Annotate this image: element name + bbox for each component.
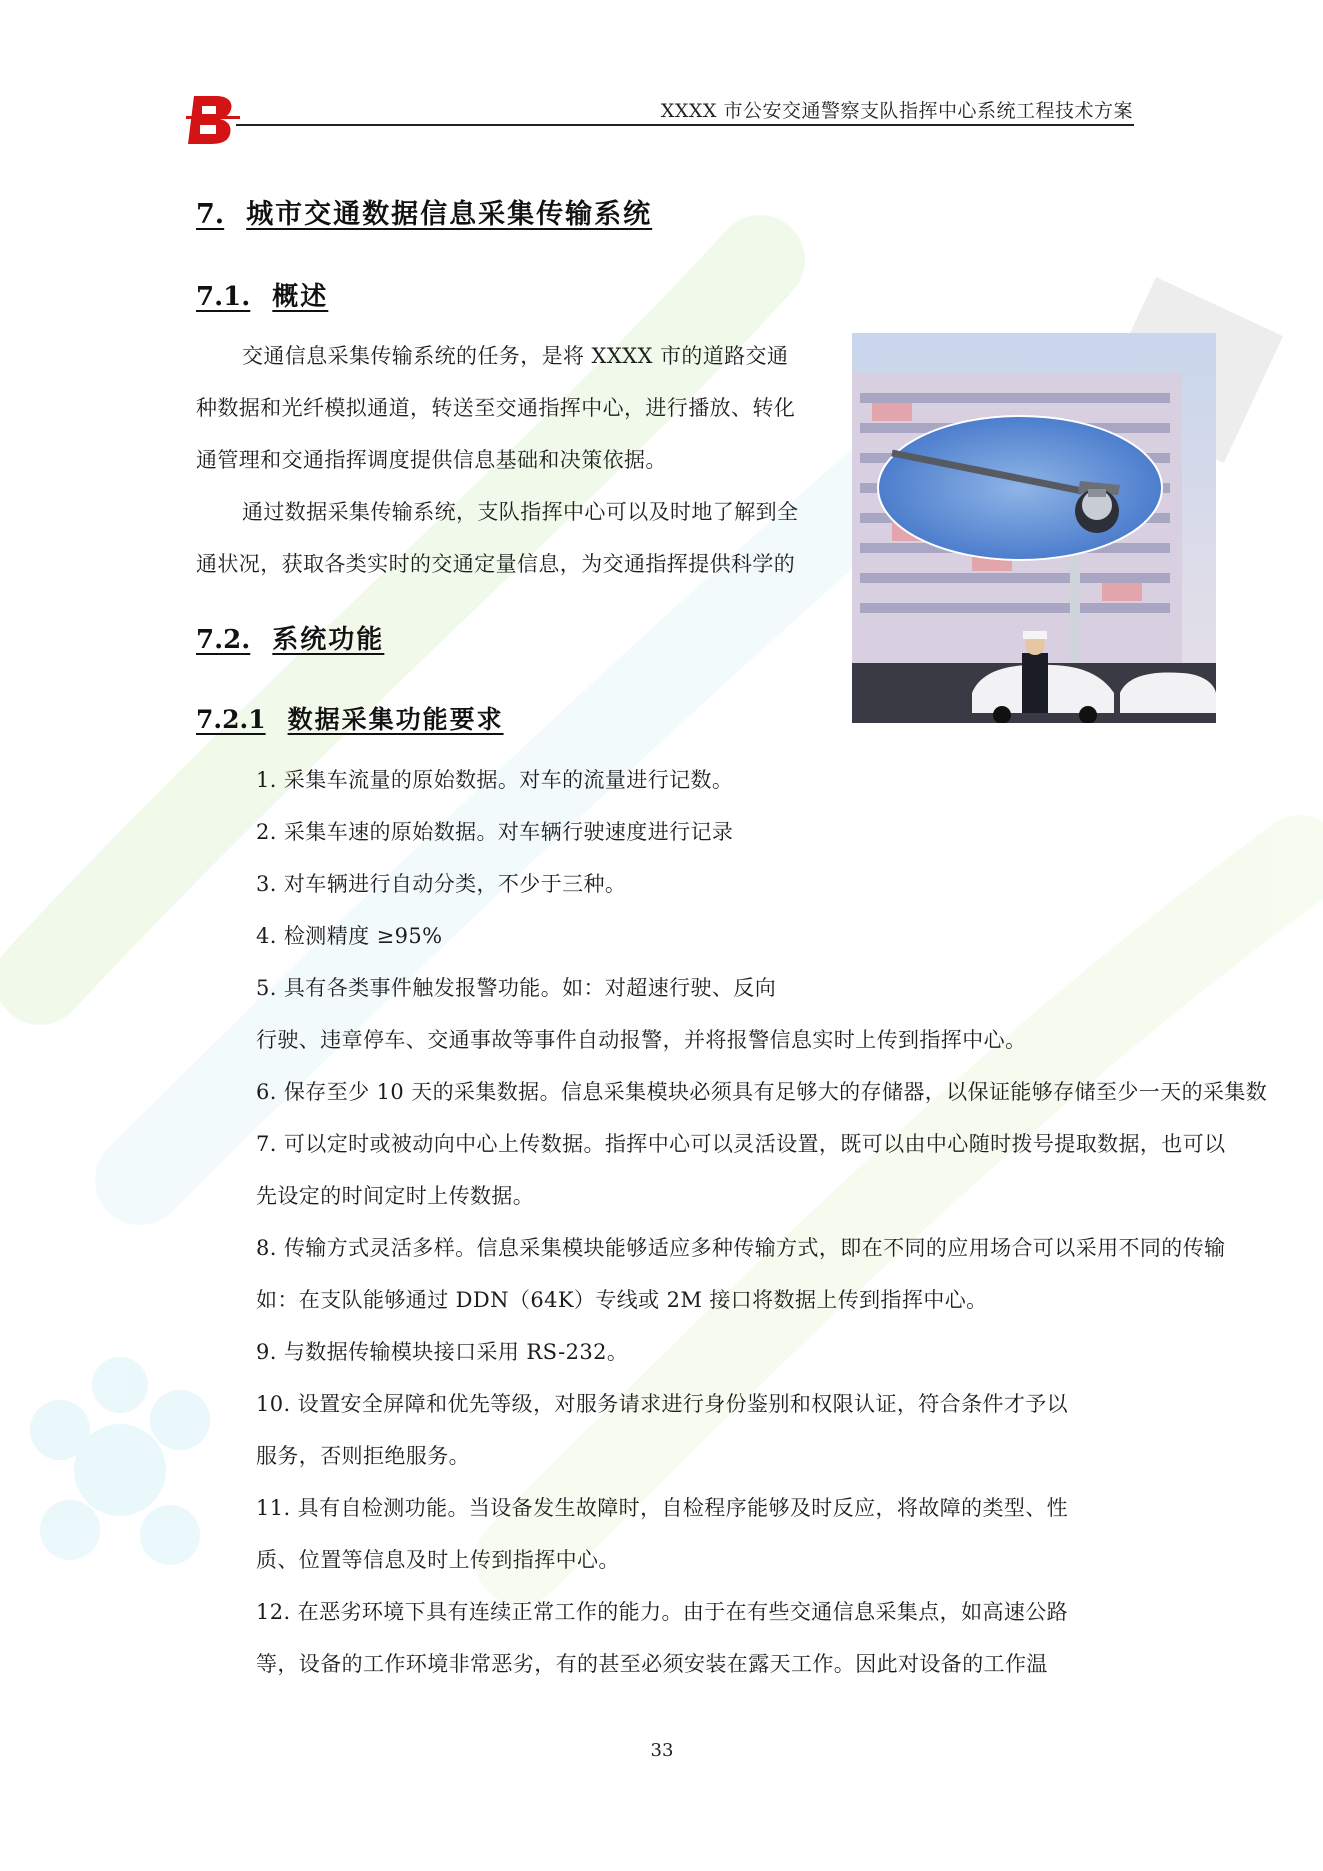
list-item: 3. 对车辆进行自动分类，不少于三种。 [256,872,627,896]
section-heading-7-2 [196,619,384,656]
header-divider [236,124,1134,126]
page-number: 33 [650,1740,674,1761]
traffic-camera-photo [852,333,1216,723]
list-item: 11. 具有自检测功能。当设备发生故障时，自检程序能够及时反应，将故障的类型、性 [256,1496,1069,1520]
section-heading-7 [196,192,652,231]
section-title: 数据采集功能要求 [287,705,504,734]
list-item: 10. 设置安全屏障和优先等级，对服务请求进行身份鉴别和权限认证，符合条件才予以 [256,1392,1069,1416]
list-item: 7. 可以定时或被动向中心上传数据。指挥中心可以灵活设置，既可以由中心随时拨号提取数据，也可以 [256,1132,1226,1156]
section-title: 概述 [272,282,329,312]
list-item: 12. 在恶劣环境下具有连续正常工作的能力。由于在有些交通信息采集点，如高速公路 [256,1600,1069,1624]
list-item: 1. 采集车流量的原始数据。对车的流量进行记数。 [256,768,734,792]
list-item: 2. 采集车速的原始数据。对车辆行驶速度进行记录 [256,820,734,844]
section-number: 7.2.1 [196,705,266,734]
list-item-continuation: 等，设备的工作环境非常恶劣，有的甚至必须安装在露天工作。因此对设备的工作温 [256,1652,1048,1676]
company-logo [186,92,240,146]
list-item: 9. 与数据传输模块接口采用 RS-232。 [256,1340,629,1364]
list-item: 4. 检测精度 ≥95% [256,924,443,948]
list-item-continuation: 质、位置等信息及时上传到指挥中心。 [256,1548,620,1572]
list-item-continuation: 先设定的时间定时上传数据。 [256,1184,535,1208]
overview-paragraph-1-line-2: 种数据和光纤模拟通道，转送至交通指挥中心，进行播放、转化 [196,396,796,420]
list-item: 5. 具有各类事件触发报警功能。如：对超速行驶、反向 [256,976,777,1000]
section-number: 7.2. [196,625,251,655]
section-title: 系统功能 [272,625,385,655]
list-item: 8. 传输方式灵活多样。信息采集模块能够适应多种传输方式，即在不同的应用场合可以采用不同的传输 [256,1236,1226,1260]
section-title: 城市交通数据信息采集传输系统 [246,199,653,230]
list-item: 6. 保存至少 10 天的采集数据。信息采集模块必须具有足够大的存储器，以保证能够存储至少一天的采集数 [256,1080,1268,1104]
header-title: XXXX 市公安交通警察支队指挥中心系统工程技术方案 [660,100,1133,122]
overview-paragraph-1-line-1: 交通信息采集传输系统的任务，是将 XXXX 市的道路交通 [242,344,789,368]
section-number: 7.1. [196,282,251,312]
section-number: 7. [196,199,225,230]
overview-paragraph-1-line-3: 通管理和交通指挥调度提供信息基础和决策依据。 [196,448,667,472]
overview-paragraph-2-line-2: 通状况，获取各类实时的交通定量信息，为交通指挥提供科学的 [196,552,796,576]
section-heading-7-1 [196,276,328,313]
list-item-continuation: 服务，否则拒绝服务。 [256,1444,470,1468]
list-item-continuation: 行驶、违章停车、交通事故等事件自动报警，并将报警信息实时上传到指挥中心。 [256,1028,1027,1052]
overview-paragraph-2-line-1: 通过数据采集传输系统，支队指挥中心可以及时地了解到全 [242,500,799,524]
section-heading-7-2-1 [196,700,504,736]
list-item-continuation: 如：在支队能够通过 DDN（64K）专线或 2M 接口将数据上传到指挥中心。 [256,1288,988,1312]
